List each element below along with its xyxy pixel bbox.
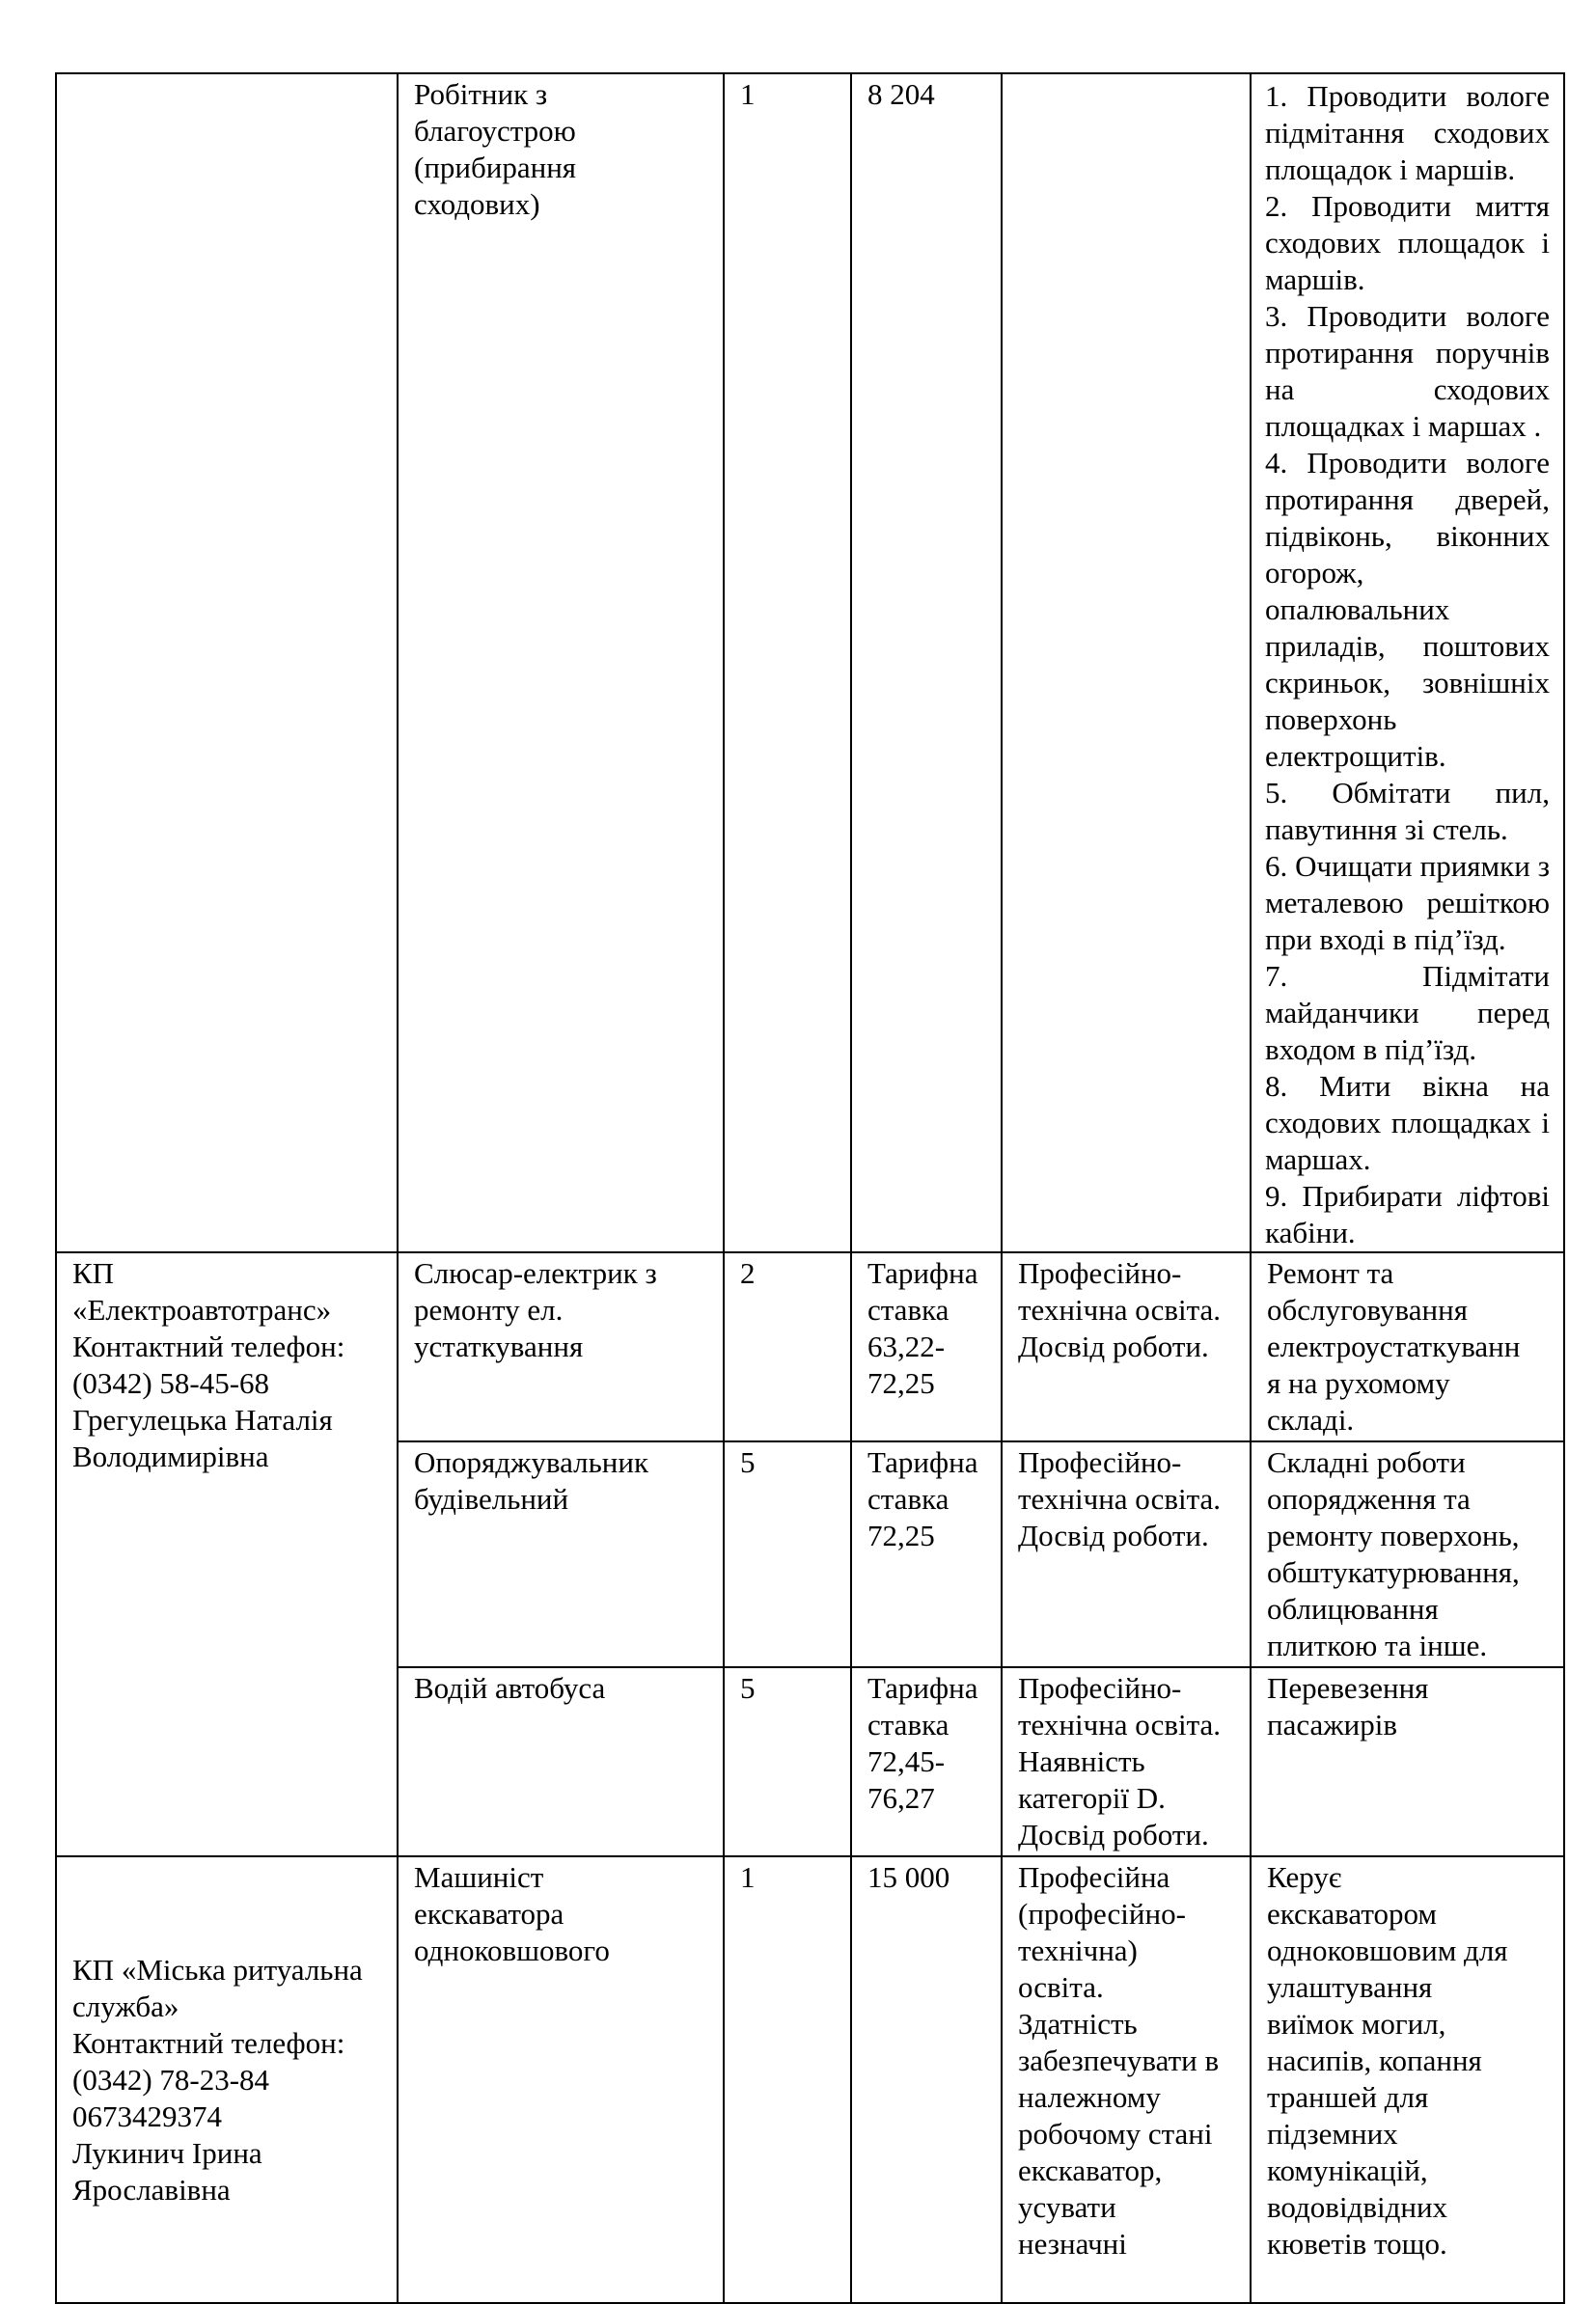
- employer-cell: КП «Електроавтотранс» Контактний телефон: (0342) 58-45-68 Грегулецька Наталія Володимирівна: [56, 1252, 398, 1856]
- employer-cell-empty: [56, 73, 398, 1252]
- position-cell: Опоряджувальник будівельний: [398, 1441, 724, 1667]
- requirements-cell: [1002, 73, 1251, 1252]
- quantity-cell: 5: [724, 1441, 851, 1667]
- duty-item: 4. Проводити вологе протирання дверей, підвіконь, віконних огорож, опалювальних приладів, поштових скриньок, зовнішніх поверхонь електрощитів.: [1265, 446, 1550, 773]
- quantity-cell: 5: [724, 1667, 851, 1856]
- quantity-cell: 1: [724, 1856, 851, 2303]
- duties-cell: Керує екскаватором одноковшовим для улаштування виїмок могил, насипів, копання траншей для підземних комунікацій, водовідвідних кюветів тощо.: [1251, 1856, 1564, 2303]
- quantity-cell: 2: [724, 1252, 851, 1441]
- position-cell: Робітник з благоустрою (прибирання сходових): [398, 73, 724, 1252]
- vacancies-table: [55, 72, 1565, 2304]
- duty-item: 1. Проводити вологе підмітання сходових площадок і маршів.: [1265, 79, 1550, 186]
- table-row: [56, 73, 1564, 1252]
- duties-cell: [1251, 73, 1564, 1252]
- requirements-cell: Професійна (професійно- технічна) освіта. Здатність забезпечувати в належному робочому стані екскаватор, усувати незначні: [1002, 1856, 1251, 2303]
- employer-cell: КП «Міська ритуальна служба» Контактний телефон: (0342) 78-23-84 0673429374 Лукинич Ірина Ярославівна: [56, 1856, 398, 2303]
- requirements-cell: Професійно- технічна освіта. Досвід роботи.: [1002, 1441, 1251, 1667]
- salary-cell: Тарифна ставка 72,45- 76,27: [851, 1667, 1002, 1856]
- position-cell: Слюсар-електрик з ремонту ел. устаткування: [398, 1252, 724, 1441]
- salary-cell: 15 000: [851, 1856, 1002, 2303]
- duties-cell: Перевезення пасажирів: [1251, 1667, 1564, 1856]
- requirements-cell: Професійно- технічна освіта. Наявність категорії D. Досвід роботи.: [1002, 1667, 1251, 1856]
- duty-item: 5. Обмітати пил, павутиння зі стель.: [1265, 776, 1550, 846]
- quantity-cell: 1: [724, 73, 851, 1252]
- position-cell: Машиніст екскаватора одноковшового: [398, 1856, 724, 2303]
- table-row: [56, 1856, 1564, 2303]
- duty-item: 2. Проводити миття сходових площадок і маршів.: [1265, 189, 1550, 296]
- table-row: [56, 1252, 1564, 1441]
- duty-item: 9. Прибирати ліфтові кабіни.: [1265, 1179, 1550, 1249]
- salary-cell: Тарифна ставка 63,22- 72,25: [851, 1252, 1002, 1441]
- requirements-cell: Професійно- технічна освіта. Досвід роботи.: [1002, 1252, 1251, 1441]
- duties-cell: Складні роботи опорядження та ремонту поверхонь, обштукатурювання, облицювання плиткою та інше.: [1251, 1441, 1564, 1667]
- duty-item: 8. Мити вікна на сходових площадках і маршах.: [1265, 1069, 1550, 1176]
- salary-cell: Тарифна ставка 72,25: [851, 1441, 1002, 1667]
- duty-item: 7. Підмітати майданчики перед входом в під’їзд.: [1265, 959, 1550, 1066]
- salary-cell: 8 204: [851, 73, 1002, 1252]
- duty-item: 6. Очищати приямки з металевою решіткою при вході в під’їзд.: [1265, 849, 1550, 956]
- duty-item: 3. Проводити вологе протирання поручнів на сходових площадках і маршах .: [1265, 299, 1550, 443]
- position-cell: Водій автобуса: [398, 1667, 724, 1856]
- duties-cell: Ремонт та обслуговування електроустаткуванн я на рухомому складі.: [1251, 1252, 1564, 1441]
